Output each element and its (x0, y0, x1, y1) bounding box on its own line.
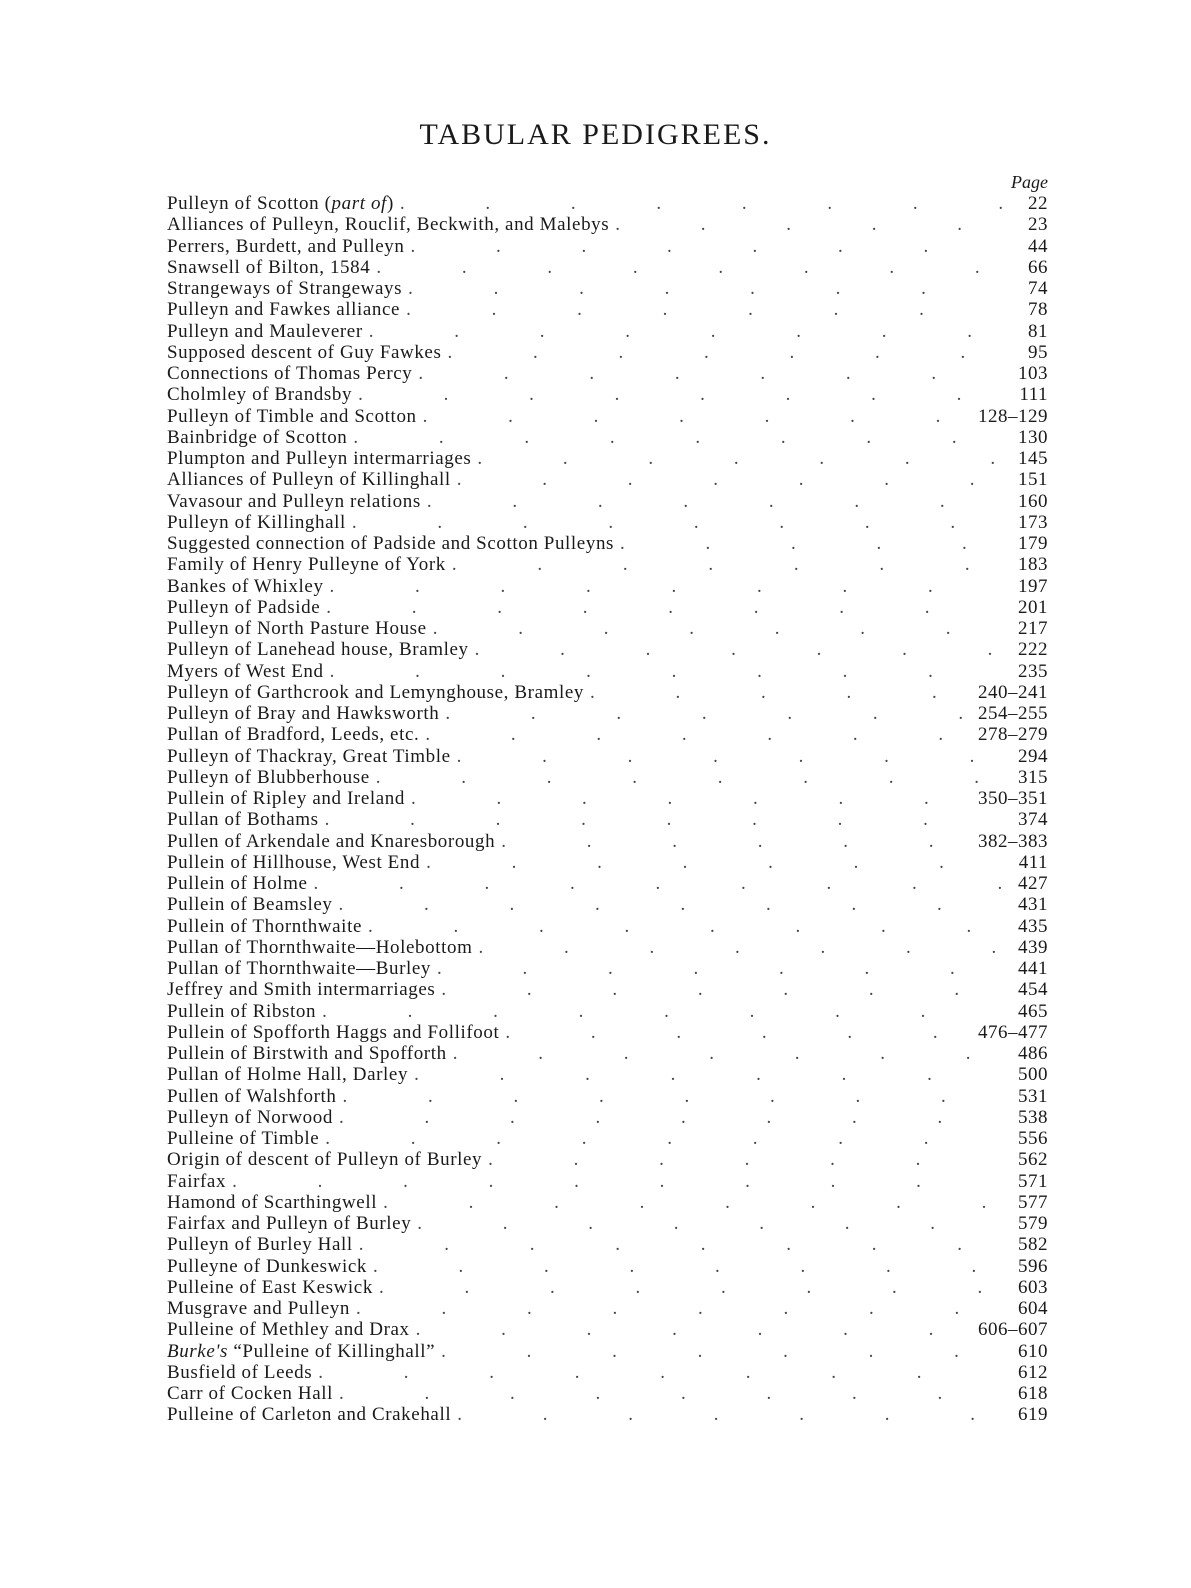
dot-leader (376, 257, 1002, 278)
pedigree-entry-title (167, 767, 370, 788)
entry-title-text: Carr of Cocken Hall (167, 1383, 333, 1404)
dot-leader (615, 214, 1002, 235)
pedigree-entry (167, 618, 1048, 639)
dot-leader (433, 618, 1002, 639)
page-number: 222 (1018, 639, 1048, 661)
page-number: 44 (1028, 235, 1048, 257)
entry-title-text: Pulleine of Timble (167, 1128, 320, 1149)
pedigree-entry-title (167, 873, 307, 894)
pedigree-entry (167, 894, 1048, 915)
pedigree-entry-title (167, 788, 405, 809)
entry-title-text: Pulleyn of Bray and Hawksworth (167, 703, 440, 724)
entry-title-text: Supposed descent of Guy Fawkes (167, 341, 442, 363)
dot-leader (400, 193, 1002, 214)
page-column-header: Page (1011, 172, 1048, 192)
entry-title-text: Pulleyn of Killinghall (167, 511, 346, 533)
entry-title-text: Pullein of Holme (167, 873, 308, 894)
dot-leader (325, 1128, 1002, 1149)
entry-title-text: Pulleyn of Scotton ( (167, 193, 332, 214)
pedigree-entry-title (167, 214, 609, 235)
page-number: 596 (1018, 1255, 1048, 1277)
entry-title-text: Pullen of Arkendale and Knaresborough (167, 830, 496, 852)
pedigree-entry-title (167, 512, 346, 533)
dot-leader (369, 321, 1002, 342)
page-number: 74 (1028, 278, 1048, 299)
pedigree-entry-title (167, 1256, 367, 1277)
entry-title-text: Origin of descent of Pulleyn of Burley (167, 1149, 483, 1171)
entry-title-text: Pullein of Ribston (167, 1000, 317, 1022)
pedigree-entry (167, 831, 1048, 852)
page-number: 254–255 (978, 703, 1048, 724)
pedigree-entry-title (167, 1213, 411, 1234)
pedigree-entry (167, 1234, 1048, 1255)
pedigree-entry (167, 979, 1048, 1000)
entry-title-text: Vavasour and Pulleyn relations (167, 490, 421, 512)
pedigree-entry (167, 809, 1048, 830)
dot-leader (441, 1341, 1002, 1362)
pedigree-entry-title (167, 469, 451, 490)
page-number: 486 (1018, 1043, 1048, 1064)
entry-title-text: Musgrave and Pulleyn (167, 1298, 350, 1319)
pedigree-entry (167, 661, 1048, 682)
pedigree-entry-title (167, 1362, 312, 1383)
pedigree-entry (167, 703, 1048, 724)
pedigree-entry (167, 1107, 1048, 1128)
pedigree-entry-title (167, 746, 451, 767)
page-number: 22 (1028, 193, 1048, 214)
dot-leader (408, 278, 1002, 299)
dot-leader (325, 809, 1002, 830)
pedigree-entry (167, 1171, 1048, 1192)
pedigree-entry (167, 448, 1048, 469)
dot-leader (313, 873, 1002, 894)
entry-title-text: Pullen of Walshforth (167, 1085, 337, 1107)
entry-title-text: Cholmley of Brandsby (167, 384, 353, 406)
dot-leader (411, 788, 972, 809)
pedigree-entry (167, 639, 1048, 660)
pedigree-entry (167, 1022, 1048, 1043)
dot-leader (447, 342, 1002, 363)
pedigree-entry (167, 1319, 1048, 1340)
dot-leader (475, 639, 1002, 660)
pedigree-list (167, 193, 1048, 1426)
dot-leader (359, 1234, 1002, 1255)
pedigree-entry (167, 469, 1048, 490)
pedigree-entry-title (167, 363, 412, 384)
entry-title-text: Pulleyn of Thackray, Great Timble (167, 745, 451, 767)
pedigree-entry-title (167, 958, 431, 979)
page-number: 151 (1018, 469, 1048, 491)
pedigree-entry-title (167, 1043, 447, 1064)
pedigree-entry (167, 512, 1048, 533)
pedigree-entry-title (167, 1192, 377, 1213)
dot-leader (330, 576, 1002, 597)
pedigree-entry (167, 193, 1048, 214)
pedigree-entry (167, 746, 1048, 767)
pedigree-entry (167, 724, 1048, 745)
page-number: 95 (1028, 341, 1048, 363)
page-number: 173 (1018, 511, 1048, 533)
pedigree-entry (167, 767, 1048, 788)
pedigree-entry-title (167, 1383, 333, 1404)
page-number: 604 (1018, 1298, 1048, 1319)
dot-leader (339, 1107, 1002, 1128)
entry-title-italic: Burke's (167, 1340, 229, 1362)
pedigree-entry-title (167, 448, 471, 469)
dot-leader (620, 533, 1002, 554)
pedigree-entry (167, 363, 1048, 384)
page-number: 294 (1018, 745, 1048, 767)
entry-title-text: Hamond of Scarthingwell (167, 1191, 378, 1213)
page-number: 571 (1018, 1170, 1048, 1192)
entry-title-text: Pulleyn of Timble and Scotton (167, 405, 417, 427)
pedigree-entry-title (167, 257, 370, 278)
pedigree-entry-title (167, 831, 495, 852)
pedigree-entry (167, 299, 1048, 320)
dot-leader (232, 1171, 1002, 1192)
pedigree-entry-title (167, 533, 614, 554)
pedigree-entry (167, 427, 1048, 448)
pedigree-entry (167, 342, 1048, 363)
dot-leader (326, 597, 1002, 618)
pedigree-entry-title (167, 342, 441, 363)
dot-leader (358, 384, 1002, 405)
pedigree-entry (167, 788, 1048, 809)
dot-leader (417, 1213, 1002, 1234)
entry-title-text: Pulleyn of North Pasture House (167, 618, 427, 639)
dot-leader (379, 1277, 1002, 1298)
pedigree-entry-title (167, 1404, 451, 1425)
entry-title-text: Pullein of Beamsley (167, 894, 333, 916)
pedigree-entry-title (167, 427, 347, 448)
page-number: 240–241 (978, 681, 1048, 703)
entry-title-text: Pulleine of Methley and Drax (167, 1319, 410, 1341)
pedigree-entry-title (167, 682, 584, 703)
pedigree-entry (167, 916, 1048, 937)
entry-title-text: Pullein of Ripley and Ireland (167, 788, 405, 809)
dot-leader (406, 299, 1002, 320)
pedigree-entry-title (167, 979, 435, 1000)
pedigree-entry (167, 1362, 1048, 1383)
pedigree-entry (167, 937, 1048, 958)
dot-leader (423, 406, 972, 427)
pedigree-entry (167, 554, 1048, 575)
dot-leader (426, 852, 1002, 873)
pedigree-entry (167, 1086, 1048, 1107)
dot-leader (452, 554, 1002, 575)
pedigree-entry-title (167, 1341, 435, 1362)
pedigree-entry-title (167, 576, 324, 597)
entry-title-text: Plumpton and Pulleyn intermarriages (167, 448, 472, 469)
pedigree-entry (167, 257, 1048, 278)
pedigree-entry-title (167, 554, 446, 575)
page-number: 411 (1018, 851, 1048, 873)
pedigree-entry-title (167, 491, 421, 512)
page-number: 145 (1018, 448, 1048, 469)
dot-leader (376, 767, 1002, 788)
pedigree-entry (167, 406, 1048, 427)
pedigree-entry-title (167, 597, 320, 618)
entry-title-text: Pullein of Hillhouse, West End (167, 851, 421, 873)
dot-leader (416, 1319, 972, 1340)
dot-leader (457, 469, 1002, 490)
dot-leader (330, 661, 1002, 682)
dot-leader (352, 512, 1002, 533)
pedigree-entry (167, 958, 1048, 979)
page-number: 78 (1028, 299, 1048, 321)
entry-title-text: Pullein of Spofforth Haggs and Follifoot (167, 1021, 500, 1043)
pedigree-entry-title (167, 1319, 410, 1340)
entry-title-text: Suggested connection of Padside and Scotton Pulleyns (167, 533, 615, 554)
entry-title-text: Pulleyn of Burley Hall (167, 1234, 353, 1256)
page-number: 197 (1018, 575, 1048, 597)
entry-title-text: Pullan of Thornthwaite—Burley (167, 958, 432, 979)
entry-title-text: Connections of Thomas Percy (167, 363, 413, 384)
entry-title-text: Fairfax and Pulleyn of Burley (167, 1213, 412, 1234)
entry-title-text: Pulleine of Carleton and Crakehall (167, 1404, 452, 1426)
page-number: 350–351 (978, 788, 1048, 809)
dot-leader (373, 1256, 1002, 1277)
pedigree-entry (167, 597, 1048, 618)
page-number: 476–477 (978, 1021, 1048, 1043)
page-number: 441 (1018, 958, 1048, 979)
dot-leader (418, 363, 1002, 384)
pedigree-entry (167, 278, 1048, 299)
page-number: 618 (1018, 1383, 1048, 1404)
dot-leader (453, 1043, 1002, 1064)
page-number: 610 (1018, 1340, 1048, 1362)
page-number: 81 (1028, 320, 1048, 342)
pedigree-entry (167, 321, 1048, 342)
page-number: 562 (1018, 1149, 1048, 1171)
pedigree-entry-title (167, 1128, 319, 1149)
entry-title-text: Pulleyn of Lanehead house, Bramley (167, 639, 469, 661)
pedigree-entry (167, 533, 1048, 554)
pedigree-entry-title (167, 278, 402, 299)
page-number: 235 (1018, 660, 1048, 682)
pedigree-entry-title (167, 809, 319, 830)
entry-title-text: Pulleyn of Garthcrook and Lemynghouse, Bramley (167, 681, 585, 703)
pedigree-entry (167, 1064, 1048, 1085)
dot-leader (445, 703, 972, 724)
dot-leader (368, 916, 1002, 937)
dot-leader (590, 682, 972, 703)
pedigree-entry-title (167, 1064, 408, 1085)
pedigree-entry-title (167, 1298, 350, 1319)
pedigree-entry (167, 491, 1048, 512)
dot-leader (427, 491, 1002, 512)
page-number: 374 (1018, 809, 1048, 831)
pedigree-entry (167, 214, 1048, 235)
pedigree-entry-title (167, 406, 417, 427)
pedigree-entry (167, 1149, 1048, 1170)
dot-leader (437, 958, 1002, 979)
entry-title-text: Pullan of Thornthwaite—Holebottom (167, 936, 473, 958)
entry-title-text: Jeffrey and Smith intermarriages (167, 979, 436, 1001)
pedigree-entry-title (167, 1171, 226, 1192)
page-number: 619 (1018, 1404, 1048, 1426)
entry-title-text: Myers of West End (167, 660, 324, 682)
entry-title-text: Pulleyn and Fawkes alliance (167, 299, 401, 321)
pedigree-entry (167, 384, 1048, 405)
pedigree-entry (167, 1256, 1048, 1277)
page-number: 454 (1018, 979, 1048, 1001)
dot-leader (477, 448, 1002, 469)
page-number: 556 (1018, 1128, 1048, 1149)
pedigree-entry (167, 1192, 1048, 1213)
pedigree-entry-title (167, 299, 400, 320)
pedigree-entry-title (167, 193, 394, 214)
dot-leader (353, 427, 1002, 448)
page-number: 538 (1018, 1106, 1048, 1128)
dot-leader (441, 979, 1002, 1000)
entry-title-text: Snawsell of Bilton, 1584 (167, 256, 371, 278)
page-number: 23 (1028, 214, 1048, 236)
entry-title-italic: part of (331, 193, 387, 214)
pedigree-entry (167, 1277, 1048, 1298)
entry-title-text: Bainbridge of Scotton (167, 426, 348, 448)
pedigree-entry (167, 873, 1048, 894)
entry-title-text: Fairfax (167, 1170, 227, 1192)
dot-leader (343, 1086, 1003, 1107)
dot-leader (339, 1383, 1002, 1404)
page-number: 278–279 (978, 724, 1048, 746)
entry-title-text: Perrers, Burdett, and Pulleyn (167, 235, 405, 257)
pedigree-entry (167, 682, 1048, 703)
page-number: 201 (1018, 596, 1048, 618)
pedigree-entry-title (167, 703, 439, 724)
page-number: 160 (1018, 490, 1048, 512)
dot-leader (322, 1001, 1002, 1022)
entry-title-text: Pullein of Birstwith and Spofforth (167, 1043, 447, 1064)
page-number: 612 (1018, 1361, 1048, 1383)
dot-leader (356, 1298, 1002, 1319)
dot-leader (414, 1064, 1002, 1085)
page-number: 606–607 (978, 1319, 1048, 1341)
page-number: 315 (1018, 766, 1048, 788)
entry-title-text: Pulleine of East Keswick (167, 1276, 373, 1298)
pedigree-entry-title (167, 916, 362, 937)
entry-title-text: Pulleyn of Blubberhouse (167, 766, 370, 788)
dot-leader (505, 1022, 972, 1043)
page-number: 103 (1018, 363, 1048, 384)
dot-leader (410, 236, 1002, 257)
pedigree-entry-title (167, 724, 419, 745)
pedigree-entry (167, 1383, 1048, 1404)
page-number: 382–383 (978, 830, 1048, 852)
pedigree-entry (167, 576, 1048, 597)
pedigree-entry-title (167, 937, 472, 958)
pedigree-entry-title (167, 1086, 337, 1107)
pedigree-entry-title (167, 384, 352, 405)
dot-leader (478, 937, 1002, 958)
page-number: 500 (1018, 1064, 1048, 1086)
pedigree-entry (167, 1404, 1048, 1425)
entry-title-text: Alliances of Pulleyn, Rouclif, Beckwith, and Malebys (167, 214, 610, 236)
dot-leader (318, 1362, 1002, 1383)
page-number: 531 (1018, 1085, 1048, 1107)
pedigree-entry (167, 236, 1048, 257)
page-number: 111 (1019, 384, 1048, 406)
entry-title-text: Pulleyn of Norwood (167, 1106, 333, 1128)
page-number: 179 (1018, 533, 1048, 554)
pedigree-entry-title (167, 661, 324, 682)
entry-title-suffix: ) (386, 193, 394, 214)
pedigree-entry-title (167, 236, 404, 257)
entry-title-text: Pullein of Thornthwaite (167, 915, 362, 937)
dot-leader (339, 894, 1003, 915)
dot-leader (425, 724, 972, 745)
entry-title-suffix: “Pulleine of Killinghall” (228, 1340, 436, 1362)
page-number: 128–129 (978, 405, 1048, 427)
pedigree-entry-title (167, 852, 420, 873)
pedigree-entry-title (167, 1277, 373, 1298)
page-number: 577 (1018, 1191, 1048, 1213)
pedigree-entry-title (167, 639, 469, 660)
page-number: 465 (1018, 1000, 1048, 1022)
pedigree-entry-title (167, 321, 363, 342)
page-title: TABULAR PEDIGREES. (419, 118, 772, 151)
page-number: 427 (1018, 873, 1048, 894)
entry-title-text: Pulleyn of Padside (167, 596, 321, 618)
entry-title-text: Busfield of Leeds (167, 1361, 313, 1383)
dot-leader (501, 831, 972, 852)
page-number: 130 (1018, 426, 1048, 448)
pedigree-entry (167, 1341, 1048, 1362)
pedigree-entry-title (167, 618, 427, 639)
entry-title-text: Pullan of Bothams (167, 809, 319, 831)
dot-leader (457, 1404, 1002, 1425)
entry-title-text: Pullan of Bradford, Leeds, etc. (167, 724, 420, 746)
pedigree-entry-title (167, 1001, 316, 1022)
pedigree-entry (167, 1043, 1048, 1064)
page-number: 66 (1028, 256, 1048, 278)
pedigree-entry (167, 852, 1048, 873)
page-number: 431 (1018, 894, 1048, 916)
dot-leader (457, 746, 1002, 767)
pedigree-entry (167, 1001, 1048, 1022)
entry-title-text: Alliances of Pulleyn of Killinghall (167, 469, 451, 491)
entry-title-text: Bankes of Whixley (167, 575, 324, 597)
entry-title-text: Pullan of Holme Hall, Darley (167, 1064, 409, 1086)
pedigree-entry (167, 1213, 1048, 1234)
page-number: 603 (1018, 1276, 1048, 1298)
page-number: 439 (1018, 936, 1048, 958)
entry-title-text: Family of Henry Pulleyne of York (167, 554, 446, 576)
pedigree-entry-title (167, 1149, 482, 1170)
page-number: 582 (1018, 1234, 1048, 1256)
page-number: 217 (1018, 618, 1048, 639)
entry-title-text: Strangeways of Strangeways (167, 278, 403, 299)
page-number: 579 (1018, 1213, 1048, 1234)
pedigree-entry (167, 1298, 1048, 1319)
entry-title-text: Pulleyn and Mauleverer (167, 320, 363, 342)
pedigree-entry-title (167, 1234, 353, 1255)
page-number: 183 (1018, 554, 1048, 576)
pedigree-entry-title (167, 1022, 499, 1043)
entry-title-text: Pulleyne of Dunkeswick (167, 1255, 367, 1277)
dot-leader (488, 1149, 1002, 1170)
page-number: 435 (1018, 915, 1048, 937)
pedigree-entry-title (167, 894, 333, 915)
pedigree-entry (167, 1128, 1048, 1149)
pedigree-entry-title (167, 1107, 333, 1128)
dot-leader (383, 1192, 1002, 1213)
